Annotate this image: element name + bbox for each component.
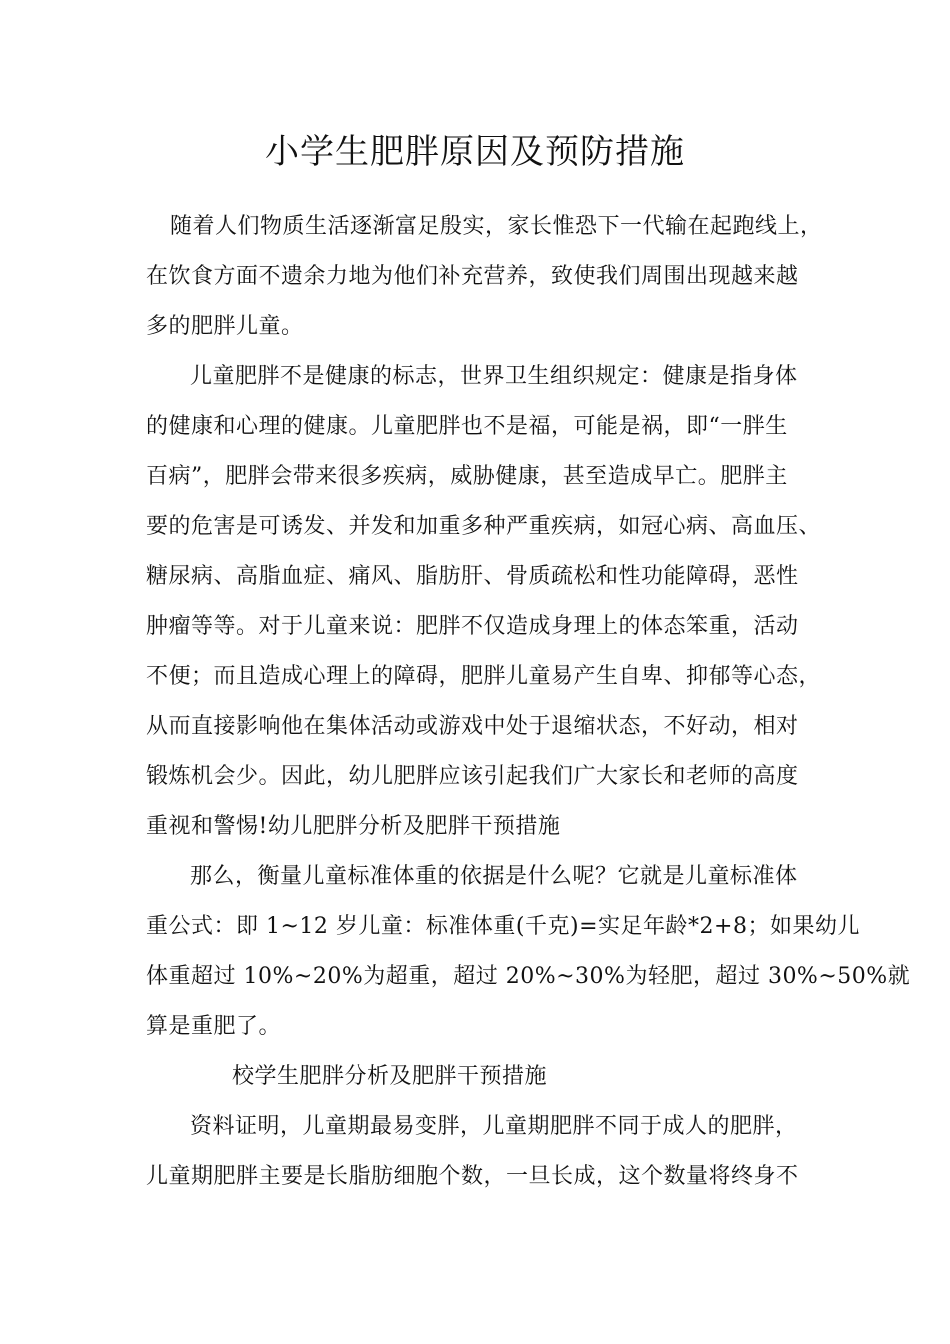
paragraph-1-line-3: 多的肥胖儿童。 <box>146 314 304 339</box>
paragraph-1-line-1: 随着人们物质生活逐渐富足殷实，家长惟恐下一代输在起跑线上， <box>170 214 823 239</box>
paragraph-2-line-7: 不便；而且造成心理上的障碍，肥胖儿童易产生自卑、抑郁等心态， <box>146 664 822 689</box>
document-title: 小学生肥胖原因及预防措施 <box>265 132 685 172</box>
paragraph-2-line-9: 锻炼机会少。因此，幼儿肥胖应该引起我们广大家长和老师的高度 <box>146 764 799 789</box>
paragraph-4-line-2: 儿童期肥胖主要是长脂肪细胞个数，一旦长成，这个数量将终身不 <box>146 1164 799 1189</box>
paragraph-2-line-1: 儿童肥胖不是健康的标志，世界卫生组织规定：健康是指身体 <box>190 364 798 389</box>
paragraph-3-line-3: 体重超过 10%~20%为超重，超过 20%~30%为轻肥，超过 30%~50%就 <box>146 964 911 989</box>
paragraph-2-line-2: 的健康和心理的健康。儿童肥胖也不是福，可能是祸，即“一胖生 <box>146 414 788 439</box>
paragraph-3-line-1: 那么，衡量儿童标准体重的依据是什么呢？它就是儿童标准体 <box>190 864 798 889</box>
paragraph-2-line-5: 糖尿病、高脂血症、痛风、脂肪肝、骨质疏松和性功能障碍，恶性 <box>146 564 799 589</box>
paragraph-3-line-2: 重公式：即 1~12 岁儿童：标准体重(千克)=实足年龄*2+8；如果幼儿 <box>146 914 860 939</box>
paragraph-3-line-4: 算是重肥了。 <box>146 1014 282 1039</box>
paragraph-4-line-1: 资料证明，儿童期最易变胖，儿童期肥胖不同于成人的肥胖， <box>190 1114 798 1139</box>
paragraph-2-line-3: 百病”，肥胖会带来很多疾病，威胁健康，甚至造成早亡。肥胖主 <box>146 464 788 489</box>
section-heading: 校学生肥胖分析及肥胖干预措施 <box>232 1064 548 1089</box>
paragraph-2-line-4: 要的危害是可诱发、并发和加重多种严重疾病，如冠心病、高血压、 <box>146 514 822 539</box>
paragraph-2-line-8: 从而直接影响他在集体活动或游戏中处于退缩状态，不好动，相对 <box>146 714 799 739</box>
paragraph-1-line-2: 在饮食方面不遗余力地为他们补充营养，致使我们周围出现越来越 <box>146 264 799 289</box>
paragraph-2-line-6: 肿瘤等等。对于儿童来说：肥胖不仅造成身理上的体态笨重，活动 <box>146 614 799 639</box>
paragraph-2-line-10: 重视和警惕!幼儿肥胖分析及肥胖干预措施 <box>146 814 561 839</box>
